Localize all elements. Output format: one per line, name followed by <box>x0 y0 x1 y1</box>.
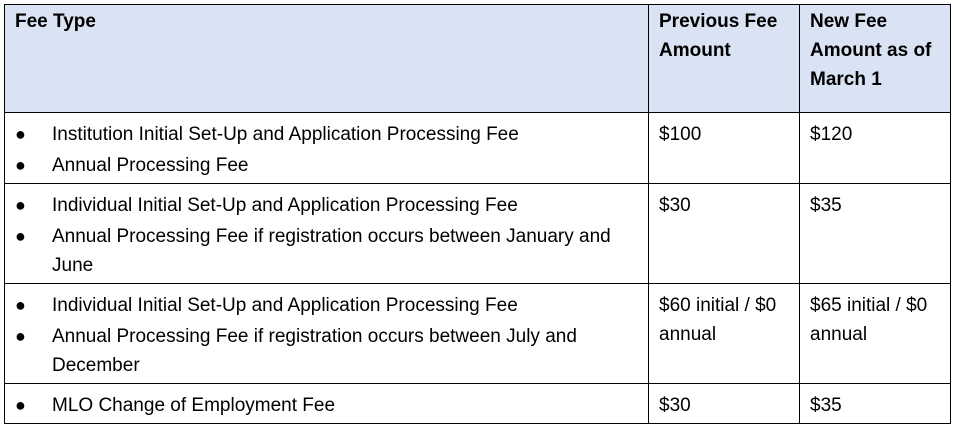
previous-fee-cell <box>649 113 800 184</box>
header-previous-fee: Previous Fee Amount <box>649 5 800 113</box>
list-item-text: Institution Initial Set-Up and Application Processing Fee <box>52 124 519 145</box>
bullet-icon: ● <box>15 226 26 246</box>
bullet-icon: ● <box>15 124 26 144</box>
bullet-icon: ● <box>15 195 26 215</box>
header-row <box>5 5 951 113</box>
list-item-text: Annual Processing Fee if registration occurs between January and June <box>52 226 611 276</box>
new-fee-cell <box>800 184 951 284</box>
list-item <box>15 120 648 149</box>
bullet-icon: ● <box>15 395 26 415</box>
fee-type-cell <box>5 384 649 424</box>
list-item <box>15 151 648 180</box>
previous-fee-amount: $30 <box>659 195 691 216</box>
bullet-icon: ● <box>15 326 26 346</box>
header-new-fee: New Fee Amount as of March 1 <box>800 5 951 113</box>
previous-fee-cell <box>649 284 800 384</box>
previous-fee-cell <box>649 384 800 424</box>
list-item-text: Annual Processing Fee if registration occurs between July and December <box>52 326 577 376</box>
previous-fee-amount: $100 <box>659 124 702 145</box>
new-fee-cell <box>800 384 951 424</box>
table-row <box>5 384 951 424</box>
fee-type-cell <box>5 184 649 284</box>
bullet-icon: ● <box>15 295 26 315</box>
new-fee-cell <box>800 284 951 384</box>
previous-fee-amount: $60 initial / $0 annual <box>659 295 777 345</box>
bullet-list <box>15 391 648 420</box>
bullet-list <box>15 120 648 180</box>
list-item-text: Annual Processing Fee <box>52 155 249 176</box>
fee-type-cell <box>5 284 649 384</box>
list-item <box>15 291 648 320</box>
new-fee-amount: $35 <box>810 395 842 416</box>
list-item <box>15 191 648 220</box>
fee-type-cell <box>5 113 649 184</box>
new-fee-amount: $120 <box>810 124 853 145</box>
new-fee-amount: $35 <box>810 195 842 216</box>
bullet-list <box>15 291 648 380</box>
new-fee-amount: $65 initial / $0 annual <box>810 295 928 345</box>
table-row <box>5 284 951 384</box>
previous-fee-cell <box>649 184 800 284</box>
previous-fee-amount: $30 <box>659 395 691 416</box>
table-row <box>5 184 951 284</box>
list-item <box>15 322 648 380</box>
header-fee-type: Fee Type <box>5 5 649 113</box>
list-item-text: MLO Change of Employment Fee <box>52 395 336 416</box>
fee-table <box>4 4 951 424</box>
list-item <box>15 391 648 420</box>
list-item <box>15 222 648 280</box>
list-item-text: Individual Initial Set-Up and Application Processing Fee <box>52 195 518 216</box>
list-item-text: Individual Initial Set-Up and Application Processing Fee <box>52 295 518 316</box>
bullet-list <box>15 191 648 280</box>
table-row <box>5 113 951 184</box>
bullet-icon: ● <box>15 155 26 175</box>
new-fee-cell <box>800 113 951 184</box>
